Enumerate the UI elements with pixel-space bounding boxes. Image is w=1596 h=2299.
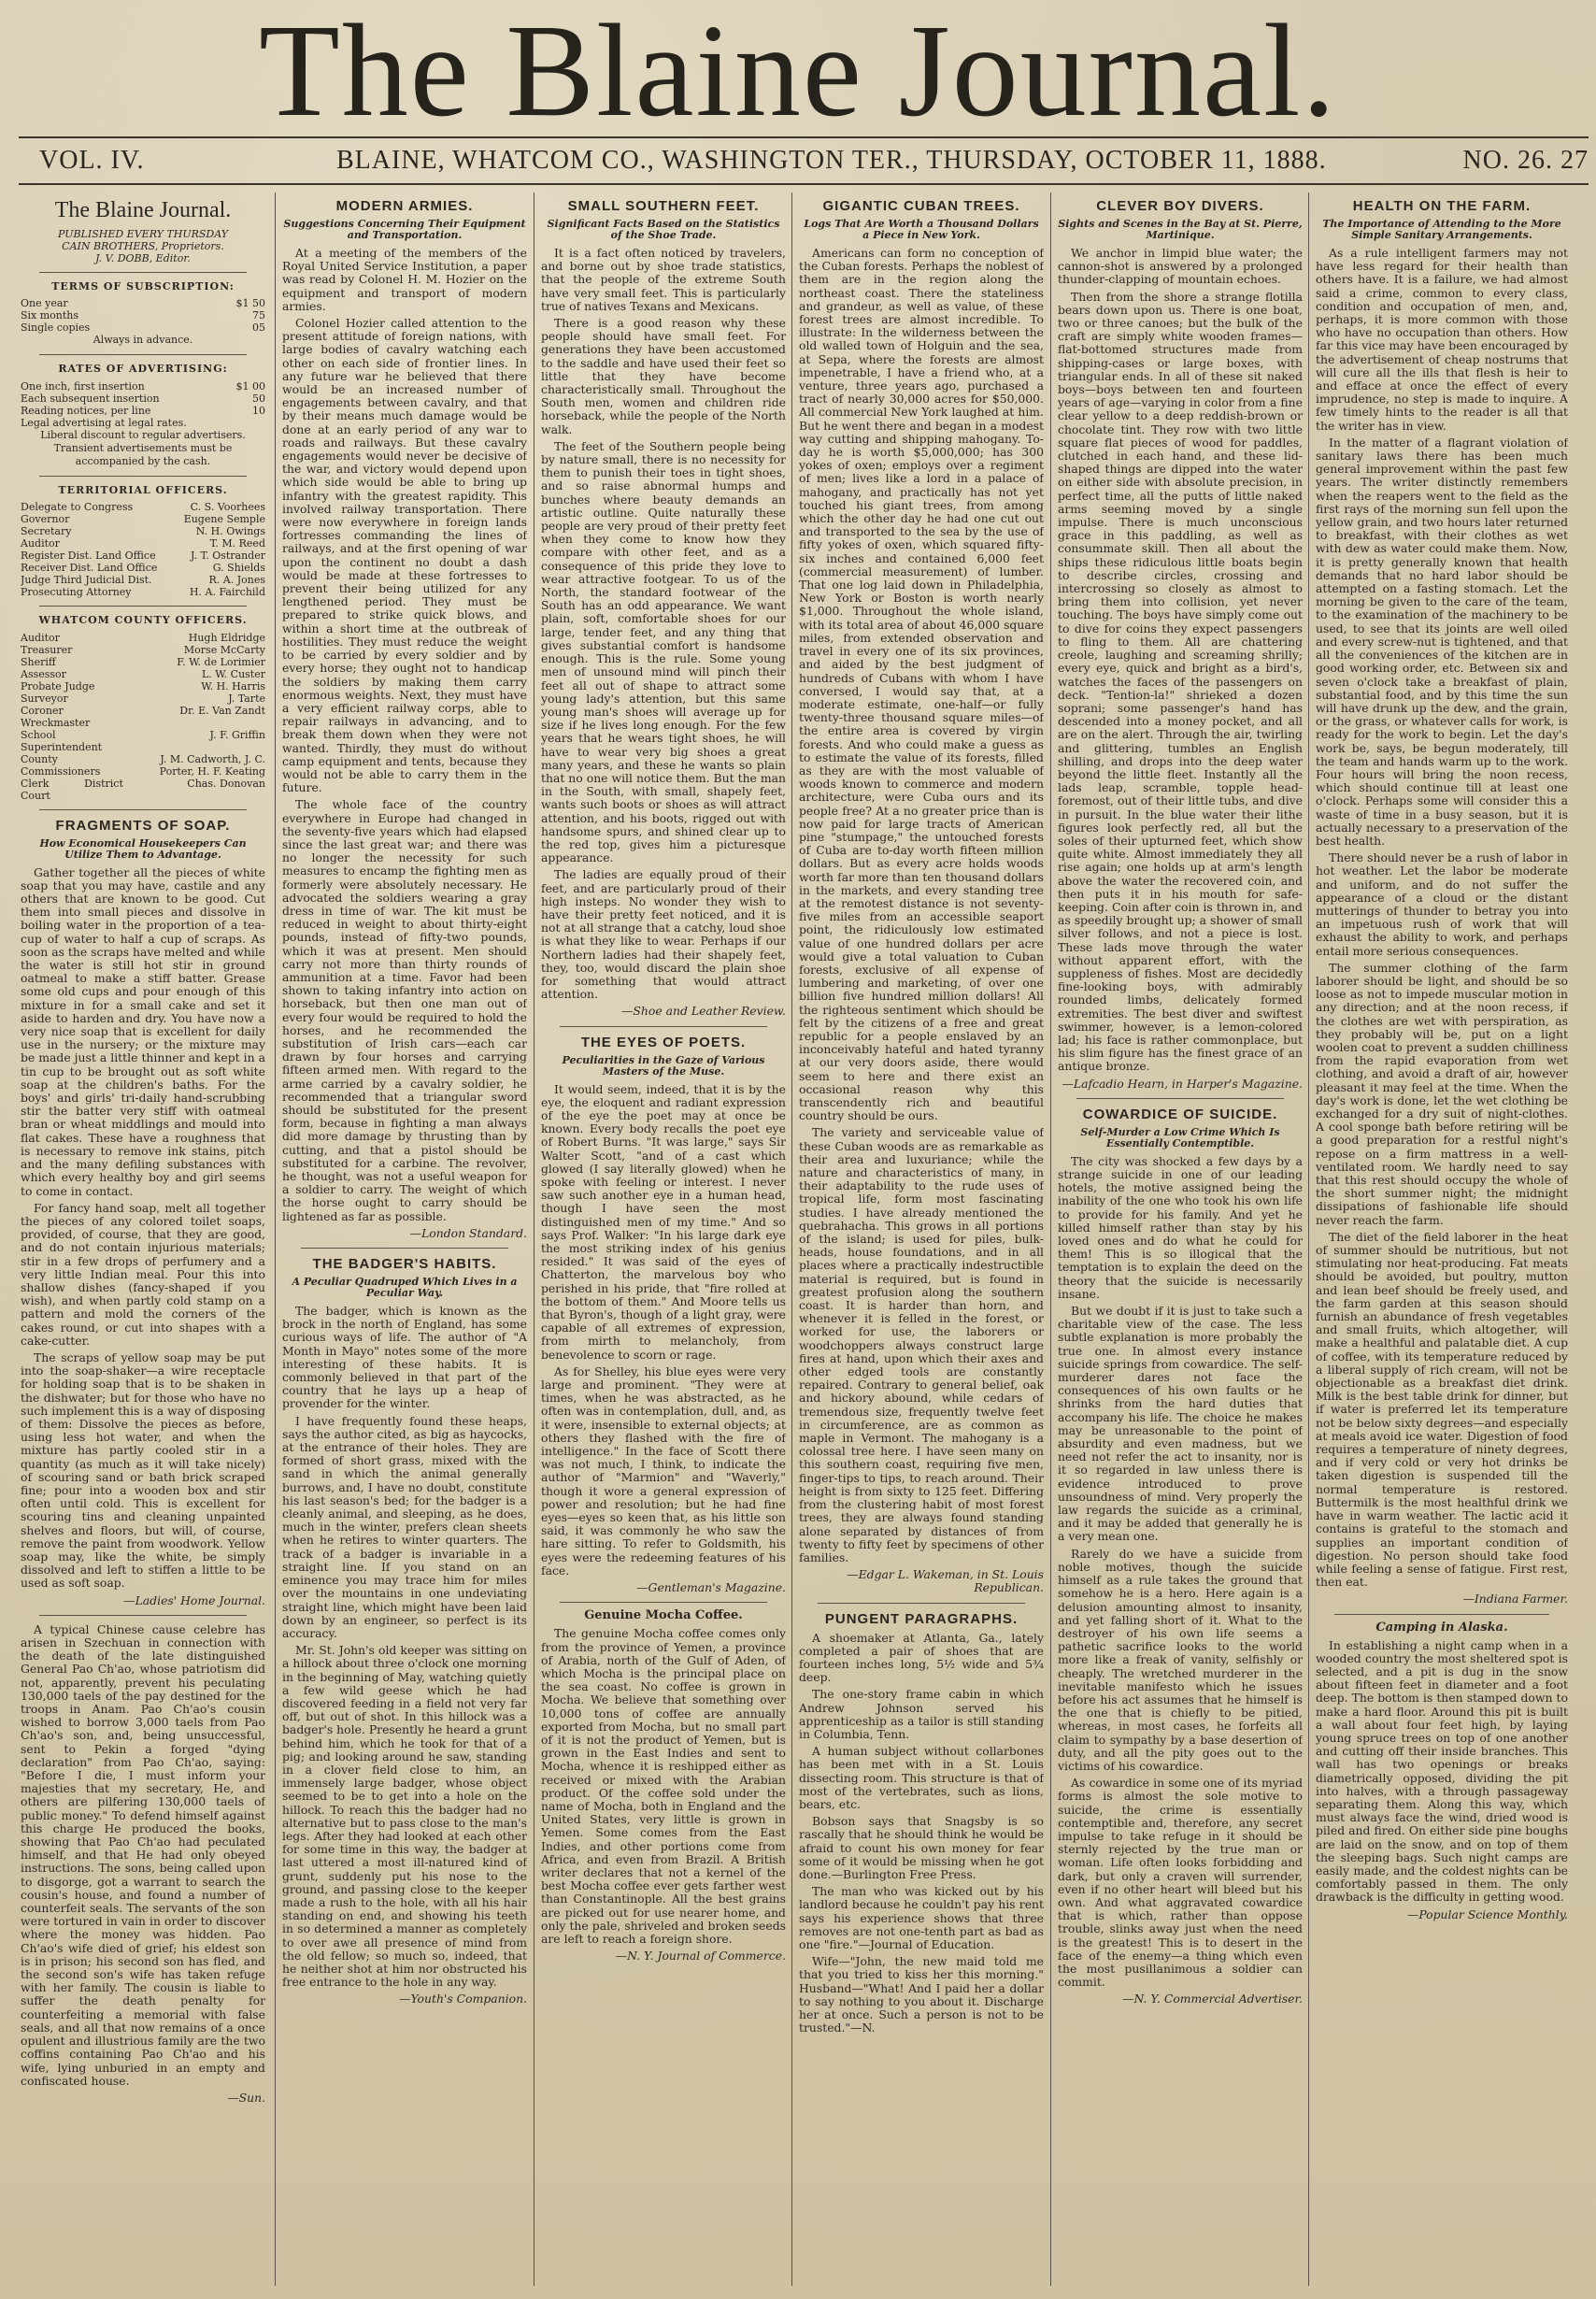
article-heading-suicide: COWARDICE OF SUICIDE. [1082,1106,1278,1122]
table-row [21,753,265,778]
article-heading-health: HEALTH ON THE FARM. [1352,198,1532,214]
paragraph: But we doubt if it is just to take such a charitable view of the case. The less subtle explanation is more probably the true one. In almost every instance suicide springs from cowardice. The self-murderer dares not face the consequences of his own faults or he shrinks from the hard duties that accompany his life. The choice he makes may be unreasonable to the point of absurdity and even madness, but we need not refer the act to insanity, nor is it so regarded in law unless there is evidence introduced to prove unsoundness of mind. Very properly the law regards the suicide as a criminal, and it may be added that generally he is a very mean one. [1058,1304,1303,1544]
paragraph: Then from the shore a strange flotilla bears down upon us. There is one boat, two or three canoes; but the bulk of the craft are simply white wooden frames—flat-bottomed structures made from shipping-cases or large boxes, with triangular ends. In all of these sit naked boys—boys between ten and fourteen years of age—varying in color from a fine clear yellow to a deep reddish-brown or chocolate tint. They row with two little square flat pieces of wood for paddles, clutched in each hand, and these lid-shaped things are dipped into the water on either side with absolute precision, in perfect time, all the putts of little naked arms seeming moved by a single impulse. There is much unconscious grace in this paddling, as well as consummate skill. Then all about the ships these ridiculous little boats begin to describe circles, crossing and intercrossing so closely as almost to bring them into collision, yet never touching. The boys have simply come out to dive for coins they expect passengers to fling to them. All are chattering creole, laughing and screaming shrilly; every eye, quick and bright as a bird's, watches the faces of the passengers on deck. "Tention-la!" shrieked a dozen soprani; some passenger's hand has descended into a money pocket, and all are on the alert. Through the air, twirling and glittering, tumbles an English shilling, and drops into the deep water beyond the little fleet. Instantly all the lads leap, scramble, topple head-foremost, out of their little tubs, and dive in pursuit. In the blue water their lithe figures look perfectly red, all but the soles of their upturned feet, which show quite white. Almost immediately they all rise again; one holds up at arm's length above the water the recovered coin, and then puts it in his mouth for safe-keeping. Coin after coin is thrown in, and as speedily brought up; a shower of small silver follows, and not a piece is lost. These lads move through the water without apparent effort, with the suppleness of fishes. Most are decidedly fine-looking boys, with admirably rounded limbs, delicately formed extremities. The best diver and swiftest swimmer, however, is a lemon-colored lad; his face is rather commonplace, but his slim figure has the finest grace of an antique bronze. [1058,289,1303,1074]
article-source-badger: —Youth's Companion. [399,1992,527,2006]
paragraph: Gather together all the pieces of white soap that you may have, castile and any others that are known to be good. Cut them into small pieces and dissolve in boiling water in the proportion of a tea-cup of water to half a cup of scraps. As soon as the scraps have melted and while the water is still hot stir in ground oatmeal to make a stiff batter. Grease some old cups and pour enough of this mixture in for a small cake and set it aside to harden and dry. You have now a very nice soap that is excellent for daily use in the nursery; or the mixture may be made just a little thinner and kept in a tin cup to be brought out as soft white soap at the children's baths. For the boys' and girls' tri-daily hand-scrubbing stir the batter very stiff with oatmeal bran or wheat middlings and mould into flat cakes. These have a roughness that is necessary to remove ink stains, pitch and the many defiling substances with which every healthy boy and girl seems to come in contact. [21,864,265,1198]
paragraph: Americans can form no conception of the Cuban forests. Perhaps the noblest of them are in the region along the northeast coast. There the stateliness and grandeur, as well as value, of these forest trees are almost incredible. To illustrate: In the wilderness between the old walled town of Holguin and the sea, at Sepa, where the forests are almost impenetrable, I have a friend who, at a venture, three years ago, purchased a tract of nearly 30,000 acres for $50,000. All commercial New York laughed at him. But he went there and began in a modest way cutting and shipping mahogany. To-day he is worth $5,000,000; has 300 yokes of oxen; employs over a regiment of men; lives like a lord in a palace of mahogany, and practically has not yet touched his giant trees, from among which the other day he had one cut out and transported to the sea by the use of fifty yokes of oxen, which squared fifty-six inches and contained 6,000 feet (commercial measurement) of lumber. That one log laid down in Philadelphia, New York or Boston is worth nearly $1,000. Throughout the whole island, with its total area of about 46,000 square miles, from extended observation and travel in every one of its six provinces, and aided by the best judgment of hundreds of Cubans with whom I have conversed, I would say that, at a moderate estimate, one-half—or fully twenty-three thousand square miles—of the entire area is covered by virgin forests. And who could make a guess as to estimate the value of its forests, filled as they are with the most valuable of woods known to commerce and modern architecture, were Cuba ours and its people free? At a no greater price than is now paid for large tracts of American pine "stumpage," the untouched forests of Cuba are to-day worth fifteen million dollars. But as every acre holds woods worth far more than ten thousand dollars in the markets, and every standing tree at the remotest distance is not seventy-five miles from an accessible seaport point, the ridiculously low estimated value of one hundred dollars per acre would give a total valuation to Cuban forests, exclusive of all expense of lumbering and marketing, of over one billion five hundred million dollars! All the righteous sentiment which should be felt by the citizens of a free and great republic for a people enslaved by an inconceivably hateful and hated tyranny at our very doors aside, there would seem to here and there exist an occasional reason why this transcendently rich and beautiful country should be ours. [799,246,1044,1123]
article-body-poets [541,1083,786,1578]
article-subheading-poets: Peculiarities in the Gaze of Various Masters of the Muse. [562,1053,765,1078]
county-officers-heading: WHATCOM COUNTY OFFICERS. [38,614,248,627]
paragraph: A typical Chinese cause celebre has arisen in Szechuan in connection with the death of the late distinguished General Pao Ch'ao, whose patriotism did not, apparently, prevent his peculating 130,000 taels of the pay destined for the troops in Anam. Pao Ch'ao's cousin wished to borrow 3,000 taels from Pao Ch'ao's son, and, being unsuccessful, sent to Pekin a forged "dying declaration" from Pao Ch'ao, saying: "Before I die, I must inform your majesties that my secretary, He, and others are pilfering 130,000 taels of public money." To defend himself against this charge He produced the books, showing that Pao Ch'ao had peculated himself, and that He had only obeyed instructions. The sons, being called upon to disgorge, got a warrant to search the cousin's house, and found a number of counterfeit seals. The servants of the son were tortured in vain in order to discover where the money was hidden. Pao Ch'ao's wife died of grief; his eldest son is in prison; his second son has fled, and the second son's wife has taken refuge with her family. The cousin is liable to suffer the death penalty for counterfeiting a memorial with false seals, and all that now remains of a once opulent and illustrious family are the two coffins containing Pao Ch'ao and his wife, lying unburied in an empty and confiscated house. [21,1621,265,2088]
row-label: Register Dist. Land Office [21,550,156,563]
row-value: $1 50 [235,297,265,310]
row-value: J. F. Griffin [209,728,265,741]
article-source-chinese: —Sun. [227,2090,265,2105]
paragraph: There should never be a rush of labor in hot weather. Let the labor be moderate and uniform, and do not suffer the appearance of a cloud or the distant mutterings of thunder to betray you into an impetuous rush of work that will exhaust the ability to work, and perhaps entail more serious consequences. [1316,850,1568,958]
table-row [21,550,265,562]
row-label: County Commissioners [21,752,101,778]
paragraph: In establishing a night camp when in a wooded country the most sheltered spot is selected, and a pit is dug in the snow about fifteen feet in diameter and a foot deep. The bottom is then stamped down to make a hard floor. Around this pit is built a wall about four feet high, by laying young spruce trees on top of one another and cutting off their inside branches. This wall has two openings or breaks diametrically opposed, dividing the pit into halves, with a through passageway separating them. Along this way, which must always face the wind, dried wood is piled and fired. On either side pine boughs are laid on the snow, and on top of them the sleeping bags. Such night camps are easily made, and the coldest nights can be comfortably passed in them. The only drawback is the difficulty in getting wood. [1316,1637,1568,1905]
divider [39,1615,247,1616]
paragraph: Colonel Hozier called attention to the present attitude of foreign nations, with large bodies of cavalry watching each other on each side of frontier lines. In any future war he believed that there would be an increased number of engagements between cavalry, and that by their means much damage would be done at an early period of any war to roads and railways. But these cavalry engagements would never be decisive of the war, and victory would depend upon which side would be able to bring up infantry with the greatest rapidity. This involved railway transportation. There were now everywhere in foreign lands fortresses commanding the lines of railways, and at the first opening of war upon the continent no doubt a dash would be made at these fortresses to prevent their being utilized for any lengthened period. They must be prepared to strike quick blows, and within a short time at the outbreak of hostilities. They must reduce the weight to be carried by every soldier and by every horse; they ought not to handicap the soldiers by making them carry enormous weights. Next, they must have a very efficient railway corps, able to repair railways in advancing, and to break them down when they were not wanted. Thirdly, they must do without camp equipment and tents, because they would not be able to carry them in the future. [282,316,527,795]
article-source-soap: —Ladies' Home Journal. [123,1592,265,1607]
paragraph: At a meeting of the members of the Royal United Service Institution, a paper was read by Colonel H. M. Hozier on the equipment and transport of modern armies. [282,246,527,313]
paragraph: We anchor in limpid blue water; the cannon-shot is answered by a prolonged thunder-clapping of mountain echoes. [1058,246,1303,287]
editor-line: J. V. DOBB, Editor. [95,252,191,264]
row-value: N. H. Owings [195,525,265,538]
place-and-date: BLAINE, WHATCOM CO., WASHINGTON TER., THURSDAY, OCTOBER 11, 1888. [336,146,1327,175]
table-row [21,644,265,656]
table-row [21,501,265,513]
publishers-line: CAIN BROTHERS, Proprietors. [62,240,224,252]
article-source-poets: —Gentleman's Magazine. [636,1580,786,1595]
column-1 [21,193,265,2286]
article-subheading-badger: A Peculiar Quadruped Which Lives in a Peculiar Way. [292,1276,518,1300]
paragraph: In the matter of a flagrant violation of sanitary laws there has been much general improvement within the past few years. The writer distinctly remembers when the reapers went to the field as the first rays of the morning sun fell upon the yellow grain, and two hours later returned to breakfast, with their clothes as wet with dew as water could make them. Now, it is pretty generally known that health demands that no hard labor should be attempted on a fasting stomach. Let the morning be given to the care of the team, to the examination of the machinery to be used, to see that its joints are well oiled and every screw-nut is tightened, and that all the conveniences of the kitchen are in good working order, etc. Between six and seven o'clock take a breakfast of plain, substantial food, and by this time the sun will have drunk up the dew, and the grain, or the grass, or whatever calls for work, is ready for the work to begin. Let the day's work be, says, be begun moderately, till the team and hands warm up to the work. Four hours will bring the noon recess, which should continue till at least one o'clock. Perhaps some will consider this a waste of time in a busy season, but it is actually necessary to a preservation of the best health. [1316,435,1568,848]
article-source-feet: —Shoe and Leather Review. [621,1004,786,1019]
row-label: Sheriff [21,655,56,668]
table-row [21,729,265,753]
paragraph: For fancy hand soap, melt all together the pieces of any colored toilet soaps, provided, of course, that they are good, and do not contain injurious materials; stir in a few drops of perfumery and a very little Indian meal. Pour this into shallow dishes (fancy-shaped if you wish), and when partly cold stamp on a pattern and mold the corners of the cakes round, or cut into shapes with a cake-cutter. [21,1200,265,1348]
row-value: J. T. Ostrander [190,550,265,563]
row-label: Single copies [21,321,91,335]
paragraph: The one-story frame cabin in which Andrew Johnson served his apprenticeship as a tailor is still standing in Columbia, Tenn. [799,1687,1044,1741]
row-label: Reading notices, per line [21,404,151,417]
advertising-table [21,380,265,429]
article-subheading-divers: Sights and Scenes in the Bay at St. Pierre, Martinique. [1058,218,1303,241]
row-value: 05 [252,321,265,335]
paragraph: A shoemaker at Atlanta, Ga., lately completed a pair of shoes that are fourteen inches long, 5½ wide and 5¾ deep. [799,1630,1044,1685]
paragraph: Bobson says that Snagsby is so rascally that he should think he would be afraid to count his own money for fear some of it would be missing when he got done.—Burlington Free Press. [799,1814,1044,1881]
row-label: Clerk District Court [21,777,123,802]
row-value: J. M. Cadworth, J. C. Porter, H. F. Keating [159,752,265,778]
table-row [21,680,265,693]
paragraph: The ladies are equally proud of their feet, and are particularly proud of their high insteps. No wonder they wish to have their pretty feet noticed, and it is not at all strange that a catchy, loud shoe is what they like to wear. Perhaps if our Northern ladies had their shapely feet, they, too, would discard the plain shoe for something that would attract attention. [541,867,786,1002]
divider [39,809,247,810]
paragraph: Mr. St. John's old keeper was sitting on a hillock about three o'clock one morning in the beginning of May, watching quietly a few wild geese which he had discovered feeding in a field not very far off, but out of shot. In this hillock was a badger's hole. Presently he heard a grunt behind him, which he took for that of a pig; and looking around he saw, standing in a clover field close to him, an immensely large badger, whose object seemed to be to get into a hole on the hillock. To reach this the badger had no alternative but to pass close to the man's legs. After they had looked at each other for some time in this way, the badger at last uttered a most ill-natured kind of grunt, suddenly put his nose to the ground, and passing close to the keeper made a rush to the hole, with all his hair standing on end, and showing his teeth in so determined a manner as completely to over awe all presence of mind from the old fellow; so much so, indeed, that he neither shot at him nor obstructed his free entrance to the hole in any way. [282,1643,527,1990]
row-value: 10 [252,404,265,417]
volume-number: VOL. IV. [39,146,145,175]
row-value: F. W. de Lorimier [177,655,265,668]
territorial-officers-heading: TERRITORIAL OFFICERS. [58,484,228,497]
row-label: Auditor [21,631,60,644]
row-label: Delegate to Congress [21,501,134,514]
article-source-divers: —Lafcadio Hearn, in Harper's Magazine. [1062,1076,1303,1091]
article-body-camp [1316,1639,1568,1905]
column-5 [1058,193,1303,2286]
row-label: Each subsequent insertion [21,392,160,405]
table-row [21,297,265,309]
advertising-heading: RATES OF ADVERTISING: [58,363,228,376]
row-label: Secretary [21,525,72,538]
article-source-armies: —London Standard. [409,1225,527,1240]
table-row [21,380,265,393]
paragraph: It would seem, indeed, that it is by the eye, the eloquent and radiant expression of the eye the poet may at once be known. Every body recalls the poet eye of Robert Burns. "It was large," says Sir Walter Scott, "and of a cast which glowed (I say literally glowed) when he spoke with feeling or interest. I never saw such another eye in a human head, though I have seen the most distinguished men of my time." And so says Prof. Walker: "In his large dark eye the most striking index of his genius resided." It was said of the eyes of Chatterton, the marvelous boy who perished in his pride, that "fire rolled at the bottom of them." And Moore tells us that Byron's, though of a light gray, were capable of all extremes of expression, from mirth to melancholy, from benevolence to scorn or rage. [541,1081,786,1362]
row-label: Prosecuting Attorney [21,586,132,599]
row-value [123,717,265,729]
row-value: H. A. Fairchild [189,586,265,599]
row-value [229,417,265,429]
divider [39,476,247,477]
paragraph: The man who was kicked out by his landlord because he couldn't pay his rent says his experience shows that three removes are not one-tenth part as bad as one "fire."—Journal of Education. [799,1884,1044,1951]
article-body-health [1316,247,1568,1589]
article-body-soap [21,866,265,1591]
masthead-rule-top [19,136,1589,138]
row-value: 75 [252,309,265,322]
row-value: J. Tarte [228,692,265,705]
article-body-pungent [799,1632,1044,2035]
paragraph: The whole face of the country everywhere in Europe had changed in the seventy-five years which had elapsed since the last great war; and there was no longer the necessity for such measures to encamp the fighting men as formerly were absolutely necessary. He advocated the soldiers wearing a gray dress in time of war. The kit must be reduced in weight to about thirty-eight pounds, instead of fifty-two pounds, which it was at present. Men should carry not more than thirty rounds of ammunition at a time. Favor had been shown to taking infantry into action on horseback, but then one man out of every four would be required to hold the horses, and he recommended the substitution of Irish cars—each car drawn by four horses and carrying fifteen armed men. With regard to the arme carried by a cavalry soldier, he recommended that a triangular sword should be substituted for the present form, because in fighting a man always did more damage by thrusting than by cutting, and that a pistol should be substituted for a carbine. The revolver, he thought, was not a useful weapon for a soldier to carry. The weight of which the horse ought to carry should be lightened as far as possible. [282,797,527,1223]
table-row [21,778,265,802]
table-row [21,656,265,668]
row-value: G. Shields [212,562,265,575]
article-heading-soap: FRAGMENTS OF SOAP. [55,817,231,834]
paragraph: There is a good reason why these people should have small feet. For generations they have been accustomed to the saddle and have used their feet so little that they have become characteristically small. Throughout the South men, women and children ride horseback, while the people of the North walk. [541,316,786,436]
row-label: School Superintendent [21,728,103,753]
row-value: Morse McCarty [183,643,265,656]
article-heading-armies: MODERN ARMIES. [335,198,474,214]
table-row [21,668,265,680]
paragraph: The variety and serviceable value of these Cuban woods are as remarkable as their area and luxuriance; while the nature and characteristics of many, in their adaptability to the rude uses of tropical life, form most fascinating studies. I have already mentioned the quebrahacha. This grows in all portions of the island; is used for piles, bulk-heads, house foundations, and in all places where a practically indestructible material is required, but is found in greatest profusion along the southern coast. It is harder than horn, and whenever it is felled in the forest, or worked for use, the laborers or woodchoppers always construct large fires at hand, upon which their axes and other edged tools are constantly repaired. Contrary to general belief, oak and hickory abound, while cedars of tremendous size, frequently twelve feet in circumference, are as common as maple in Vermont. The mahogany is a colossal tree here. I have seen many on this southern coast, requiring five men, finger-tips to tips, to reach around. Their height is from sixty to 125 feet. Differing from the clustering habit of most forest trees, they are always found standing alone separated by distances of from twenty to fifty feet by specimens of other families. [799,1125,1044,1564]
row-label: Probate Judge [21,679,95,693]
article-body-suicide [1058,1155,1303,1990]
article-heading-mocha: Genuine Mocha Coffee. [584,1608,743,1623]
row-value: Hugh Eldridge [188,631,265,644]
row-label: Surveyor [21,692,68,705]
divider [39,272,247,273]
row-value: C. S. Voorhees [190,501,265,514]
article-subheading-feet: Significant Facts Based on the Statistics of the Shoe Trade. [547,218,780,241]
table-row [21,309,265,321]
row-label: Judge Third Judicial Dist. [21,574,152,587]
published-line: PUBLISHED EVERY THURSDAY [58,228,228,240]
article-body-trees [799,247,1044,1564]
paragraph: The genuine Mocha coffee comes only from the province of Yemen, a province of Arabia, north of the Gulf of Aden, of which Mocha is the principal place on the sea coast. No coffee is grown in Mocha. We believe that something over 10,000 tons of coffee are annually exported from Mocha, but no small part of it is not the product of Yemen, but is grown in the East Indies and sent to Mocha, whence it is reshipped either as received or mixed with the Arabian product. Of the coffee sold under the name of Mocha, both in England and the United States, very little is grown in Yemen. Some comes from the East Indies, and other portions come from Africa, and even from Brazil. A British writer declares that not a kernel of the best Mocha coffee ever gets farther west than Constantinople. All the best grains are picked out for use nearer home, and only the pale, shriveled and broken seeds are left to reach a foreign shore. [541,1626,786,1946]
article-heading-trees: GIGANTIC CUBAN TREES. [822,198,1020,214]
column-4 [799,193,1044,2286]
article-heading-camp: Camping in Alaska. [1375,1620,1508,1635]
row-value: L. W. Custer [201,667,265,680]
masthead-rule-bottom [19,183,1589,185]
table-row [21,321,265,334]
article-heading-poets: THE EYES OF POETS. [580,1034,747,1050]
paragraph: It is a fact often noticed by travelers, and borne out by shoe trade statistics, that the people of the extreme South have very small feet. This is particularly true of natives Texans and Mexicans. [541,246,786,313]
divider [560,1602,767,1603]
row-label: Coroner [21,704,64,717]
paragraph: As for Shelley, his blue eyes were very large and prominent. "They were at times, when he was abstracted, as he often was in contemplation, dull, and, as it were, insensible to external objects; at others they flashed with the fire of intelligence." In the face of Scott there was not much, I think, to indicate the author of "Marmion" and "Waverly," though it wore a general expression of power and resolution; but he had fine eyes—eyes so keen that, as his little son said, it was commonly he who saw the hare sitting. To refer to Goldsmith, his eyes were the redeeming features of his face. [541,1364,786,1578]
divider [1334,1614,1549,1615]
table-row [21,574,265,586]
paragraph: Wife—"John, the new maid told me that you tried to kiss her this morning." Husband—"What! And I paid her a dollar to say nothing to you about it. Discharge her at once. Such a person is not to be trusted."—N. [799,1954,1044,2035]
table-row [21,562,265,574]
column-6 [1316,193,1568,2286]
paragraph: A human subject without collarbones has been met with in a St. Louis dissecting room. This structure is that of most of the vertebrates, such as lions, bears, etc. [799,1744,1044,1811]
row-label: Governor [21,513,70,526]
paper-name: The Blaine Journal. [54,198,232,222]
table-row [21,717,265,729]
divider [1076,1098,1284,1099]
advertising-note: Liberal discount to regular advertisers. Transient advertisements must be accompanied by the cash. [40,428,246,468]
table-row [21,705,265,717]
row-value: Dr. E. Van Zandt [179,704,265,717]
article-heading-badger: THE BADGER'S HABITS. [312,1256,497,1273]
article-subheading-suicide: Self-Murder a Low Crime Which Is Essentially Contemptible. [1080,1125,1280,1150]
row-label: Assessor [21,667,66,680]
row-value: $1 00 [235,379,265,393]
article-body-mocha [541,1627,786,1946]
paragraph: The scraps of yellow soap may be put into the soap-shaker—a wire receptacle for holding soap that is to be shaken in the dishwater; but for those who have no such implement this is a way of disposing of them: Dissolve the pieces as before, using less hot water, and when the mixture has partly cooled stir in a quantity (as much as it will take nicely) of scouring sand or bath brick scraped fine; pour into a wooden box and stir often until cold. This is excellent for scouring tins and cleaning unpainted shelves and floors, but will, of course, remove the paint from woodwork. Yellow soap may, like the white, be simply dissolved and left to stiffen a little to be used as soft soap. [21,1349,265,1591]
divider [39,606,247,607]
article-subheading-armies: Suggestions Concerning Their Equipment and Transportation. [283,218,526,241]
row-label: Treasurer [21,643,73,656]
row-label: One inch, first insertion [21,379,145,393]
table-row [21,525,265,537]
article-subheading-trees: Logs That Are Worth a Thousand Dollars a Piece in New York. [804,218,1039,241]
row-value: R. A. Jones [208,574,265,587]
row-value: T. M. Reed [209,537,265,550]
article-source-camp: —Popular Science Monthly. [1406,1906,1568,1921]
paragraph: Rarely do we have a suicide from noble motives, though the suicide himself as a rule takes the ground that somehow he is a hero. Here again is a delusion amounting almost to insanity, and yet falling short of it. What to the destroyer of his own life seems a pathetic sacrifice looks to the world more like a freak of vanity, selfishly or cheaply. The wretched murderer in the inevitable manifesto which he issues before his act assumes that he himself is the one that is chiefly to be pitied, whereas, in most cases, he forfeits all claim to sympathy by a base desertion of duty, and all the pity goes out to the victims of his cowardice. [1058,1546,1303,1773]
paragraph: As a rule intelligent farmers may not have less regard for their health than others have. It is a failure, we had almost said a crime, common to every class, condition and occupation of men, and, perhaps, it is more common with those who have no occupation than others. How far this vice may have been encouraged by the advertisement of cheap nostrums that will cure all the ills that flesh is heir to and efface at once the effect of every imprudence, no step is made to inquire. A few timely hints to the reader is all that the writer has in view. [1316,246,1568,433]
divider [39,354,247,355]
article-body-chinese [21,1623,265,2088]
table-row [21,586,265,598]
article-subheading-soap: How Economical Housekeepers Can Utilize Them to Advantage. [39,836,247,861]
row-value: Chas. Donovan [187,777,265,790]
dateline [19,142,1589,179]
row-label: Six months [21,309,79,322]
subscription-table [21,297,265,334]
table-row [21,513,265,525]
article-subheading-health: The Importance of Attending to the More Simple Sanitary Arrangements. [1322,218,1561,241]
subscription-heading: TERMS OF SUBSCRIPTION: [51,280,235,293]
row-label: Auditor [21,537,60,550]
table-row [21,405,265,417]
table-row [21,393,265,405]
article-source-trees: —Edgar L. Wakeman, in St. Louis Republican. [847,1567,1044,1595]
paragraph: The feet of the Southern people being by nature small, there is no necessity for them to punish their toes in tight shoes, and so raise abnormal humps and bunches where beauty demands an artistic outline. Quite naturally these people are very proud of their pretty feet when they come to know how they compare with other feet, and as a consequence of this pride they love to wear attractive footgear. To us of the North, the standard footwear of the South has an odd appearance. We want plain, soft, comfortable shoes for our large, tender feet, and any thing that gives substantial comfort is handsome enough. This is the rule. Some young men of unsound mind will pinch their feet all out of shape to attract some young lady's attention, but this same young man's shoes will average up for size if he lives long enough. For the few years that he wears tight shoes, he will have to wear very big shoes a great many years, and these he wants so plain that no one will notice them. But the man in the South, with small, shapely feet, wants such boots or shoes as will attract attention, and his boots, rigged out with handsome spurs, and shined clear up to the red top, gives him a picturesque appearance. [541,438,786,865]
territorial-officers-table [21,501,265,598]
row-label: Wreckmaster [21,716,91,729]
row-label: One year [21,297,68,310]
row-label: Receiver Dist. Land Office [21,562,158,575]
table-row [21,417,265,429]
columns [21,193,1587,2286]
article-heading-pungent: PUNGENT PARAGRAPHS. [824,1610,1019,1627]
paragraph: The diet of the field laborer in the heat of summer should be nutritious, but not stimulating nor heat-producing. Fat meats should be avoided, but poultry, mutton and lean beef should be freely used, and the farm garden at this season should furnish an abundance of fresh vegetables and small fruits, which altogether, will make a healthful and palatable diet. A cup of coffee, with its temperature reduced by a liberal supply of rich cream, will not be objectionable as a breakfast diet drink. Milk is the best table drink for dinner, but if water is preferred let its temperature not be below sixty degrees—and especially at meals avoid ice water. Digestion of food requires a temperature of ninety degrees, and if very cold or very hot drinks be taken digestion is suspended till the normal temperature is restored. Buttermilk is the most healthful drink we have in warm weather. The lactic acid it contains is grateful to the stomach and supplies an important condition of digestion. No person should take food while feeling a sense of fatigue. First rest, then eat. [1316,1229,1568,1590]
article-body-armies [282,247,527,1223]
row-value: Eugene Semple [183,513,265,526]
article-heading-divers: CLEVER BOY DIVERS. [1096,198,1264,214]
article-heading-feet: SMALL SOUTHERN FEET. [567,198,760,214]
row-label: Legal advertising at legal rates. [21,416,187,429]
masthead [28,0,1568,144]
article-body-badger [282,1305,527,1989]
table-row [21,632,265,644]
masthead-title: The Blaine Journal. [259,0,1337,144]
article-source-suicide: —N. Y. Commercial Advertiser. [1122,1992,1303,2006]
paragraph: As cowardice in some one of its myriad forms is almost the sole motive to suicide, the crime is essentially contemptible and, therefore, any secret impulse to take refuge in it should be sternly rejected by the true man or woman. Life often looks forbidding and dark, but only a craven will surrender, even if no other heart will bleed but his own. And what aggravated cowardice that is which, rather than oppose trouble, slinks away just when the need is the greatest! This is to desert in the face of the enemy—a thing which even the most pusillanimous a soldier can commit. [1058,1776,1303,1990]
row-value: W. H. Harris [201,679,265,693]
divider [301,1248,508,1249]
article-body-divers [1058,247,1303,1074]
article-body-feet [541,247,786,1001]
paragraph: The summer clothing of the farm laborer should be light, and should be so loose as not to impede muscular motion in any direction; and at the noon recess, if the clothes are wet with perspiration, as they probably will be, put on a light woolen coat to prevent a sudden chilliness from the rapid evaporation from wet clothing, and avoid a draft of air, however pleasant it may feel at the time. When the day's work is done, let the wet clothing be exchanged for a dry suit of night-clothes. A cool sponge bath before retiring will be a good preparation for a restful night's repose on a firm mattress in a well-ventilated room. We hardly need to say that this rest should occupy the whole of the short summer night; the midnight dissipations of fashionable life should never reach the farm. [1316,960,1568,1227]
row-value: 50 [252,392,265,405]
column-2 [282,193,527,2286]
article-source-health: —Indiana Farmer. [1462,1592,1568,1606]
divider [560,1026,767,1027]
table-row [21,693,265,705]
paragraph: The city was shocked a few days by a strange suicide in one of our leading hotels, the motive assigned being the inability of the one who took his own life to provide for his family. And yet he killed himself rather than stay by his loved ones and do what he could for them! This is so illogical that the temptation is to explain the deed on the theory that the suicide is necessarily insane. [1058,1153,1303,1301]
article-source-mocha: —N. Y. Journal of Commerce. [615,1949,786,1963]
divider [818,1603,1025,1604]
table-row [21,537,265,550]
column-3 [541,193,786,2286]
subscription-note: Always in advance. [93,334,193,347]
county-officers-table [21,632,265,802]
issue-number: NO. 26. 27 [1462,146,1589,175]
paragraph: The badger, which is known as the brock in the north of England, has some curious ways of life. The author of "A Month in Mayo" notes some of the more interesting of these habits. It is commonly believed in that part of the country that he lays up a heap of provender for the winter. [282,1304,527,1411]
paragraph: I have frequently found these heaps, says the author cited, as big as haycocks, at the entrance of their holes. They are formed of short grass, mixed with the sand in which the animal generally burrows, and, I have no doubt, constitute his last season's bed; for the badger is a cleanly animal, and sleeping, as he does, much in the winter, prefers clean sheets when he retires to winter quarters. The track of a badger is invariable in a straight line. If you stand on an eminence you may trace him for miles over the mountains in one undeviating straight line, which might have been laid down by an engineer, so perfect is its accuracy. [282,1413,527,1640]
